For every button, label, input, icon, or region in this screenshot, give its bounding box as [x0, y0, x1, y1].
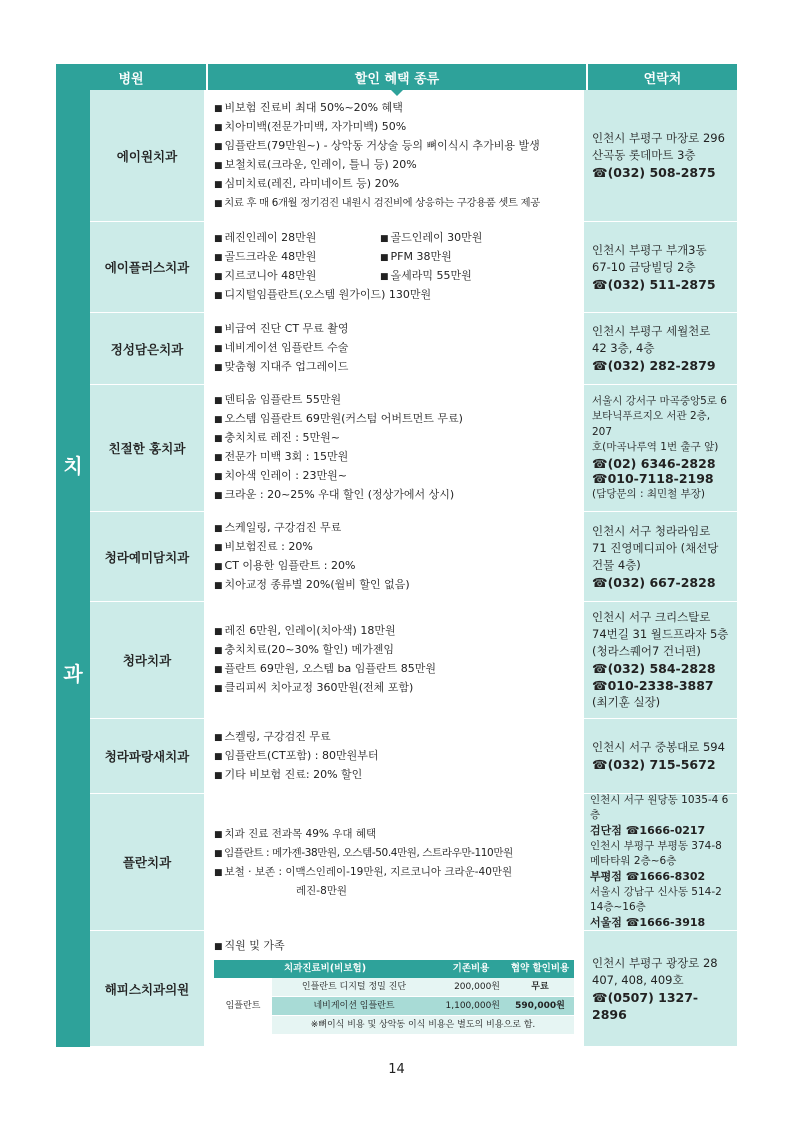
- benefit-item: ■ 오스템 임플란트 69만원(커스텀 어버트먼트 무료): [214, 410, 576, 429]
- address-line: 서울시 강서구 마곡중앙5로 6: [592, 394, 727, 407]
- benefit-list: [206, 385, 584, 511]
- benefit-item: ■ 클리피씨 치아교정 360만원(전체 포함): [214, 679, 576, 698]
- benefit-item: ■ 치아색 인레이 : 23만원~: [214, 467, 576, 486]
- phone-number: ☎(0507) 1327-2896: [592, 989, 699, 1022]
- benefit-item: ■ 맞춤형 지대주 업그레이드: [214, 358, 576, 377]
- price-table-header: [214, 960, 574, 978]
- address-line: 메타타워 2층~6층: [590, 855, 677, 867]
- discount-price: 무료: [506, 978, 574, 997]
- address-line: 71 진영메디피아 (채선당: [592, 540, 719, 555]
- benefit-item: ■ 비보험진료 : 20%: [214, 538, 576, 557]
- hospital-name: 청라예미담치과: [90, 512, 206, 601]
- table-row: [90, 794, 737, 931]
- address-line: 보타닉푸르지오 서관 2층, 207: [592, 410, 711, 438]
- phone-number: ☎(032) 282-2879: [592, 358, 716, 373]
- branch: [590, 839, 731, 885]
- price-table: [214, 960, 574, 1035]
- branch: [590, 885, 731, 931]
- benefit-item: ■ 치아교정 종류별 20%(월비 할인 없음): [214, 576, 576, 595]
- benefit-item: ■ 레진인레이 28만원: [214, 229, 380, 248]
- contact-info: [584, 90, 737, 221]
- hospital-name: 청라치과: [90, 602, 206, 718]
- address-line: 인천시 서구 청라라임로: [592, 523, 711, 538]
- phone-number: ☎010-7118-2198: [592, 471, 714, 487]
- benefit-item: ■ 보철 · 보존 : 이맥스인레이-19만원, 지르코니아 크라운-40만원: [214, 863, 576, 882]
- hospital-name: 에이플러스치과: [90, 222, 206, 312]
- benefit-item: ■ 보철치료(크라운, 인레이, 틀니 등) 20%: [214, 156, 576, 175]
- benefit-item: ■ 지르코니아 48만원: [214, 267, 380, 286]
- benefit-item: ■ 골드인레이 30만원: [380, 229, 576, 248]
- contact-info: [584, 512, 737, 601]
- contact-info: [584, 602, 737, 718]
- address-line: 인천시 부평구 세월천로: [592, 324, 711, 338]
- benefit-item: ■ 치과 진료 전과목 49% 우대 혜택: [214, 825, 576, 844]
- benefit-item: ■ 네비게이션 임플란트 수술: [214, 339, 576, 358]
- table-row: [90, 313, 737, 385]
- address-line: 인천시 서구 중봉대로 594: [592, 740, 725, 754]
- address-line: 건물 4층): [592, 557, 641, 572]
- phone-number: ☎010-2338-3887: [592, 678, 714, 693]
- benefit-item: ■ 골드크라운 48만원: [214, 248, 380, 267]
- address-line: 서울시 강남구 신사동 514-2: [590, 886, 722, 898]
- address-line: 인천시 부평구 광장로 28: [592, 955, 718, 970]
- category-char-1: 치: [63, 453, 83, 478]
- table-row: [90, 719, 737, 794]
- benefit-item: ■ 스케일링, 구강검진 무료: [214, 519, 576, 538]
- benefit-item: ■ 직원 및 가족: [214, 937, 576, 956]
- contact-info: [584, 794, 737, 930]
- address-line: 인천시 부평구 마장로 296: [592, 131, 725, 145]
- contact-person: (담당문의 : 최민철 부장): [592, 487, 706, 500]
- benefit-item: ■ 레진 6만원, 인레이(치아색) 18만원: [214, 622, 576, 641]
- service-name: 인플란트 디지털 정밀 진단: [272, 978, 436, 997]
- benefit-item: ■ CT 이용한 임플란트 : 20%: [214, 557, 576, 576]
- col-header-original: 기존비용: [436, 960, 506, 978]
- phone-number: ☎(032) 584-2828: [592, 661, 716, 676]
- benefit-item: ■ PFM 38만원: [380, 248, 576, 267]
- benefit-list: [206, 931, 584, 1046]
- address-line: 67-10 금당빌딩 2층: [592, 259, 696, 274]
- table-row: [90, 90, 737, 222]
- group-label: 임플란트: [214, 978, 272, 1035]
- benefit-item: ■ 임플란트(79만원~) - 상악동 거상술 등의 뼈이식시 추가비용 발생: [214, 137, 576, 156]
- table-header: [56, 64, 737, 90]
- benefit-item: ■ 올세라믹 55만원: [380, 267, 576, 286]
- benefit-list: [206, 222, 584, 312]
- header-benefit: 할인 혜택 종류: [208, 64, 586, 90]
- original-price: 200,000원: [436, 978, 506, 997]
- category-label: [56, 90, 90, 1047]
- benefit-list: [206, 512, 584, 601]
- benefit-grid: [214, 229, 576, 286]
- benefit-item: ■ 충치치료 레진 : 5만원~: [214, 429, 576, 448]
- address-line: (청라스퀘어7 건너편): [592, 644, 701, 658]
- benefit-item: ■ 비급여 진단 CT 무료 촬영: [214, 320, 576, 339]
- address-line: 산곡동 롯데마트 3층: [592, 148, 696, 162]
- col-header-service: 치과진료비(비보험): [214, 960, 436, 978]
- benefit-item: ■ 플란트 69만원, 오스템 ba 임플란트 85만원: [214, 660, 576, 679]
- hospital-name: 친절한 홍치과: [90, 385, 206, 511]
- benefit-item: ■ 스켈링, 구강검진 무료: [214, 728, 576, 747]
- phone-number: ☎(032) 511-2875: [592, 276, 716, 292]
- address-line: 인천시 부평구 부평동 374-8: [590, 840, 722, 852]
- page-number: 14: [388, 1062, 405, 1077]
- contact-info: [584, 222, 737, 312]
- address-line: 인천시 서구 원당동 1035-4 6층: [590, 794, 729, 821]
- hospital-name: 해피스치과의원: [90, 931, 206, 1046]
- address-line: 인천시 서구 크리스탈로: [592, 610, 711, 624]
- dental-discount-page: [56, 64, 737, 1047]
- address-line: 호(마곡나루역 1번 출구 앞): [592, 441, 719, 454]
- address-line: 인천시 부평구 부개3동: [592, 242, 707, 257]
- benefit-item-continued: 레진-8만원: [296, 884, 348, 897]
- hospital-name: 플란치과: [90, 794, 206, 930]
- benefit-item: ■ 디지털임플란트(오스템 원가이드) 130만원: [214, 286, 576, 305]
- contact-info: [584, 313, 737, 384]
- benefit-list: [206, 90, 584, 221]
- col-header-discount: 협약 할인비용: [506, 960, 574, 978]
- benefit-item: ■ 크라운 : 20~25% 우대 할인 (정상가에서 상시): [214, 486, 576, 505]
- branch: [590, 793, 731, 839]
- table-row: [90, 602, 737, 719]
- phone-number: ☎(032) 508-2875: [592, 165, 716, 180]
- address-line: 407, 408, 409호: [592, 972, 684, 987]
- benefit-list: [206, 313, 584, 384]
- benefit-item: ■ 비보험 진료비 최대 50%~20% 혜택: [214, 99, 576, 118]
- original-price: 1,100,000원: [436, 997, 506, 1016]
- address-line: 42 3층, 4층: [592, 341, 655, 355]
- benefit-item: ■ 충치치료(20~30% 할인) 메가젠임: [214, 641, 576, 660]
- phone-number: ☎(032) 715-5672: [592, 757, 716, 772]
- hospital-name: 청라파랑새치과: [90, 719, 206, 793]
- benefit-item: ■ 덴티움 임플란트 55만원: [214, 391, 576, 410]
- benefit-list: [206, 794, 584, 930]
- address-line: 14층~16층: [590, 901, 646, 913]
- phone-number: ☎(032) 667-2828: [592, 574, 716, 590]
- branch-phone: 서울점 ☎1666-3918: [590, 916, 706, 929]
- benefit-item: ■ 기타 비보험 진료: 20% 할인: [214, 766, 576, 785]
- hospital-name: 에이원치과: [90, 90, 206, 221]
- discount-price: 590,000원: [506, 997, 574, 1016]
- contact-info: [584, 385, 737, 511]
- benefit-item: ■ 치료 후 매 6개월 정기검진 내원시 검진비에 상응하는 구강용품 셋트 제공: [214, 194, 576, 213]
- benefit-item: ■ 전문가 미백 3회 : 15만원: [214, 448, 576, 467]
- contact-person: (최기훈 실장): [592, 695, 661, 709]
- benefit-item: ■ 치아미백(전문가미백, 자가미백) 50%: [214, 118, 576, 137]
- table-row: [90, 931, 737, 1047]
- category-char-2: 과: [63, 662, 83, 687]
- benefit-item: ■ 임플란트 : 메가젠-38만원, 오스템-50.4만원, 스트라우만-110만원: [214, 844, 576, 863]
- benefit-item: ■ 임플란트(CT포함) : 80만원부터: [214, 747, 576, 766]
- table-row: [90, 512, 737, 602]
- header-hospital: 병원: [56, 64, 206, 90]
- table-row: [90, 385, 737, 512]
- benefit-list: [206, 719, 584, 793]
- contact-info: [584, 931, 737, 1046]
- branch-phone: 부평점 ☎1666-8302: [590, 870, 706, 883]
- benefit-list: [206, 602, 584, 718]
- header-contact: 연락처: [588, 64, 737, 90]
- benefit-item: ■ 심미치료(레진, 라미네이트 등) 20%: [214, 175, 576, 194]
- service-name: 네비게이션 임플란트: [272, 997, 436, 1016]
- hospital-name: 정성담은치과: [90, 313, 206, 384]
- table-note: ※뼈이식 비용 및 상악동 이식 비용은 별도의 비용으로 함.: [272, 1016, 574, 1035]
- contact-info: [584, 719, 737, 793]
- address-line: 74번길 31 월드프라자 5층: [592, 627, 729, 641]
- hospital-rows: [90, 90, 737, 1047]
- branch-phone: 검단점 ☎1666-0217: [590, 824, 706, 837]
- phone-number: ☎(02) 6346-2828: [592, 455, 716, 471]
- table-row: [90, 222, 737, 313]
- table-row: [214, 978, 574, 997]
